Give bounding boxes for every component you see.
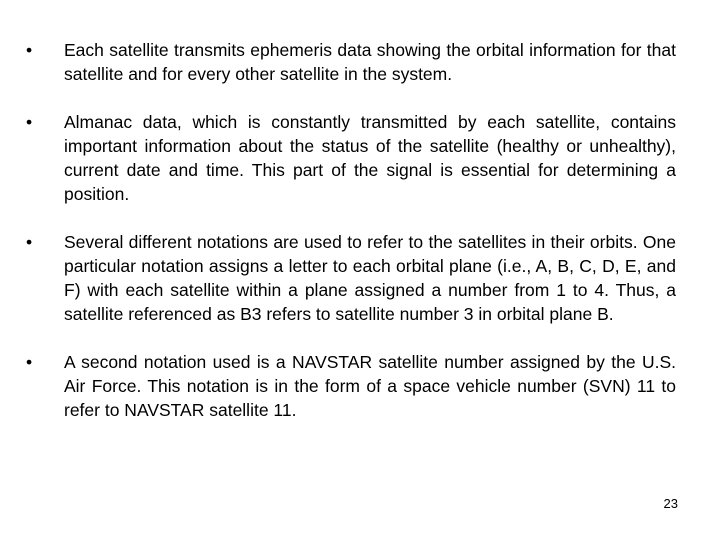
page-number: 23	[663, 496, 678, 511]
bullet-text: A second notation used is a NAVSTAR satellite number assigned by the U.S. Air Force. This notation is in the form of a space vehicle number (SVN) 11 to refer to NAVSTAR satellite 11.	[64, 352, 676, 420]
bullet-almanac	[26, 110, 676, 206]
bullet-icon: •	[26, 40, 33, 60]
bullet-ephemeris	[26, 38, 676, 86]
bullet-notations	[26, 230, 676, 326]
bullet-icon: •	[26, 352, 33, 372]
bullet-icon: •	[26, 112, 33, 132]
bullet-text: Almanac data, which is constantly transmitted by each satellite, contains important information about the status of the satellite (healthy or unhealthy), current date and time. This part of the signal is essential for determining a position.	[64, 112, 676, 204]
bullet-list	[26, 38, 676, 446]
bullet-navstar	[26, 350, 676, 422]
bullet-icon: •	[26, 232, 33, 252]
bullet-text: Each satellite transmits ephemeris data showing the orbital information for that satellite and for every other satellite in the system.	[64, 40, 676, 84]
bullet-text: Several different notations are used to refer to the satellites in their orbits. One particular notation assigns a letter to each orbital plane (i.e., A, B, C, D, E, and F) with each satellite within a plane assigned a number from 1 to 4. Thus, a satellite referenced as B3 refers to satellite number 3 in orbital plane B.	[64, 232, 676, 324]
